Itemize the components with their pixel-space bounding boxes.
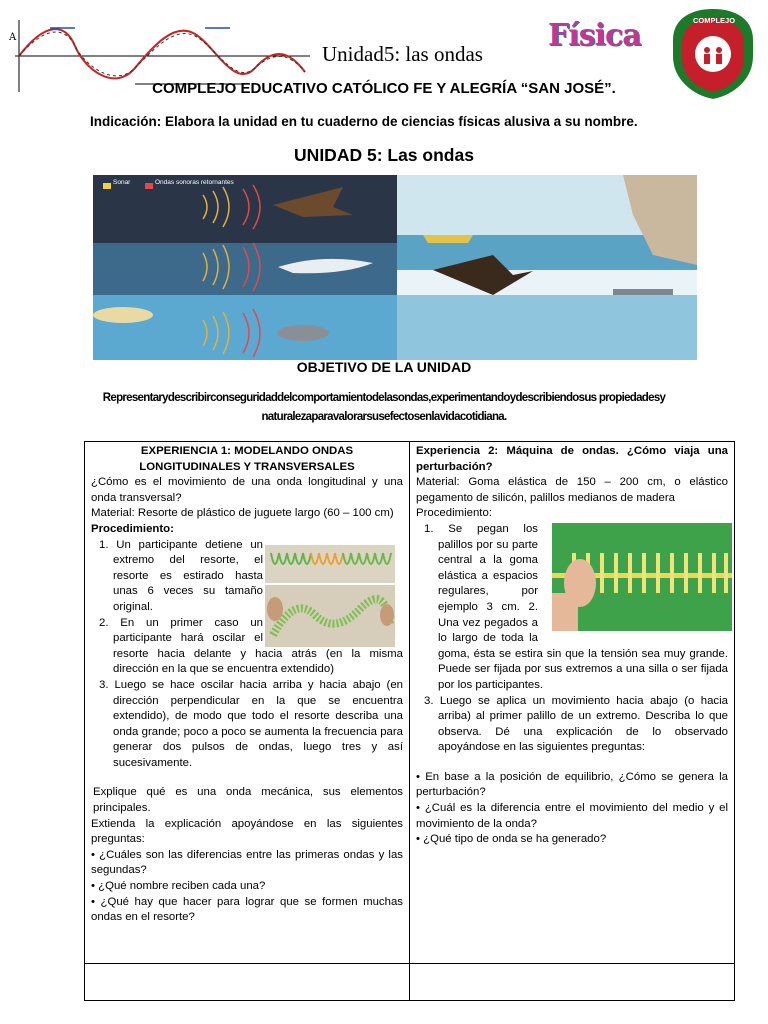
fisica-logo-text: Física xyxy=(548,18,641,53)
svg-text:A: A xyxy=(9,32,17,43)
objective-heading: OBJETIVO DE LA UNIDAD xyxy=(296,359,472,375)
exp1-extend: Extienda la explicación apoyándose en las siguientes preguntas: xyxy=(91,817,403,846)
exp1-material: Material: Resorte de plástico de juguete largo (60 – 100 cm) xyxy=(91,507,394,520)
exp2-step-1: 1. Se pegan los palillos por su parte central a la goma elástica a espacios regulares, por ejemplo 3 cm. 2. Una vez pegados a lo largo de toda la goma, ésta se estira sin que la tensión sea muy grande. Puede ser fijada por sus extremos a una silla o ser fijada por los participantes. xyxy=(424,522,728,691)
exp2-procedure-label: Procedimiento: xyxy=(416,507,492,520)
exp2-q2: • ¿Cuál es la diferencia entre el movimiento del medio y el movimiento de la onda? xyxy=(416,802,728,830)
objective-text xyxy=(60,389,708,427)
stick-machine-photo xyxy=(552,523,732,631)
exp1-step-3: 3. Luego se hace oscilar hacia arriba y hacia abajo (en dirección perpendicular en la que se encuentra extendido), de modo que todo el resorte describa una onda grande; poco a poco se aumenta la frecuencia para generar dos pulsos de ondas, luego tres y así sucesivamente. xyxy=(99,678,403,769)
spring-photo-1 xyxy=(265,545,395,583)
fisica-logo xyxy=(548,18,654,60)
objective-line-1: Representarydescribirconseguridaddelcomportamientodelasondas,experimentandoydescribiendosus propiedadesy xyxy=(102,392,666,404)
exp2-q1: • En base a la posición de equilibrio, ¿Cómo se genera la perturbación? xyxy=(416,770,728,799)
exp2-step-3: 3. Luego se aplica un movimiento hacia abajo (o hacia arriba) al primer palillo de un extremo. Describa lo que observa. Dé una explicación de lo observado apoyándose en las siguientes preguntas: xyxy=(424,694,728,754)
exp1-procedure-label: Procedimiento: xyxy=(91,522,174,535)
school-name: COMPLEJO EDUCATIVO CATÓLICO FE Y ALEGRÍA “SAN JOSÉ”. xyxy=(152,80,616,97)
objective-line-2: naturalezaparavalorarsusefectosenlavidacotidiana. xyxy=(261,411,507,423)
exp2-cell xyxy=(410,442,735,964)
exp2-material: Material: Goma elástica de 150 – 200 cm, o elástico pegamento de silicón, palillos medianos de madera xyxy=(416,476,728,504)
exp1-cell xyxy=(85,442,410,964)
exp1-q3: • ¿Qué hay que hacer para lograr que se formen muchas ondas en el resorte? xyxy=(91,895,403,924)
unit-title: UNIDAD 5: Las ondas xyxy=(294,145,474,165)
exp1-explain: Explique qué es una onda mecánica, sus elementos principales. xyxy=(93,786,403,815)
exp1-question: ¿Cómo es el movimiento de una onda longitudinal y una onda transversal? xyxy=(91,476,403,504)
sonar-illustration xyxy=(93,175,697,360)
exp1-q1: • ¿Cuáles son las diferencias entre las primeras ondas y las segundas? xyxy=(91,848,403,877)
indication: Indicación: Elabora la unidad en tu cuaderno de ciencias físicas alusiva a su nombre. xyxy=(90,114,638,129)
school-badge-text: COMPLEJO xyxy=(692,16,736,25)
spring-photo-2 xyxy=(265,585,395,647)
legend-sonar: Sonar xyxy=(113,179,131,186)
exp1-q2: • ¿Qué nombre reciben cada una? xyxy=(91,880,266,893)
exp1-title: EXPERIENCIA 1: MODELANDO ONDAS LONGITUDINALES Y TRANSVERSALES xyxy=(139,445,355,473)
exp2-title: Experiencia 2: Máquina de ondas. ¿Cómo viaja una perturbación? xyxy=(416,445,728,473)
exp1-blank-cell xyxy=(85,964,410,1001)
exp1-step-1: 1. Un participante detiene un extremo del resorte, el resorte es estirado hasta unas 6 veces su tamaño original. xyxy=(99,538,263,613)
exp1-step-2: 2. En un primer caso un participante hará oscilar el resorte hacia delante y hacia atrás (en la misma dirección en la que se encuentra extendido) xyxy=(99,616,403,676)
exp2-blank-cell xyxy=(410,964,735,1001)
header-title: Unidad5: las ondas xyxy=(322,42,483,66)
exp2-q3: • ¿Qué tipo de onda se ha generado? xyxy=(416,833,607,846)
legend-returning: Ondas sonoras retornantes xyxy=(155,179,234,186)
